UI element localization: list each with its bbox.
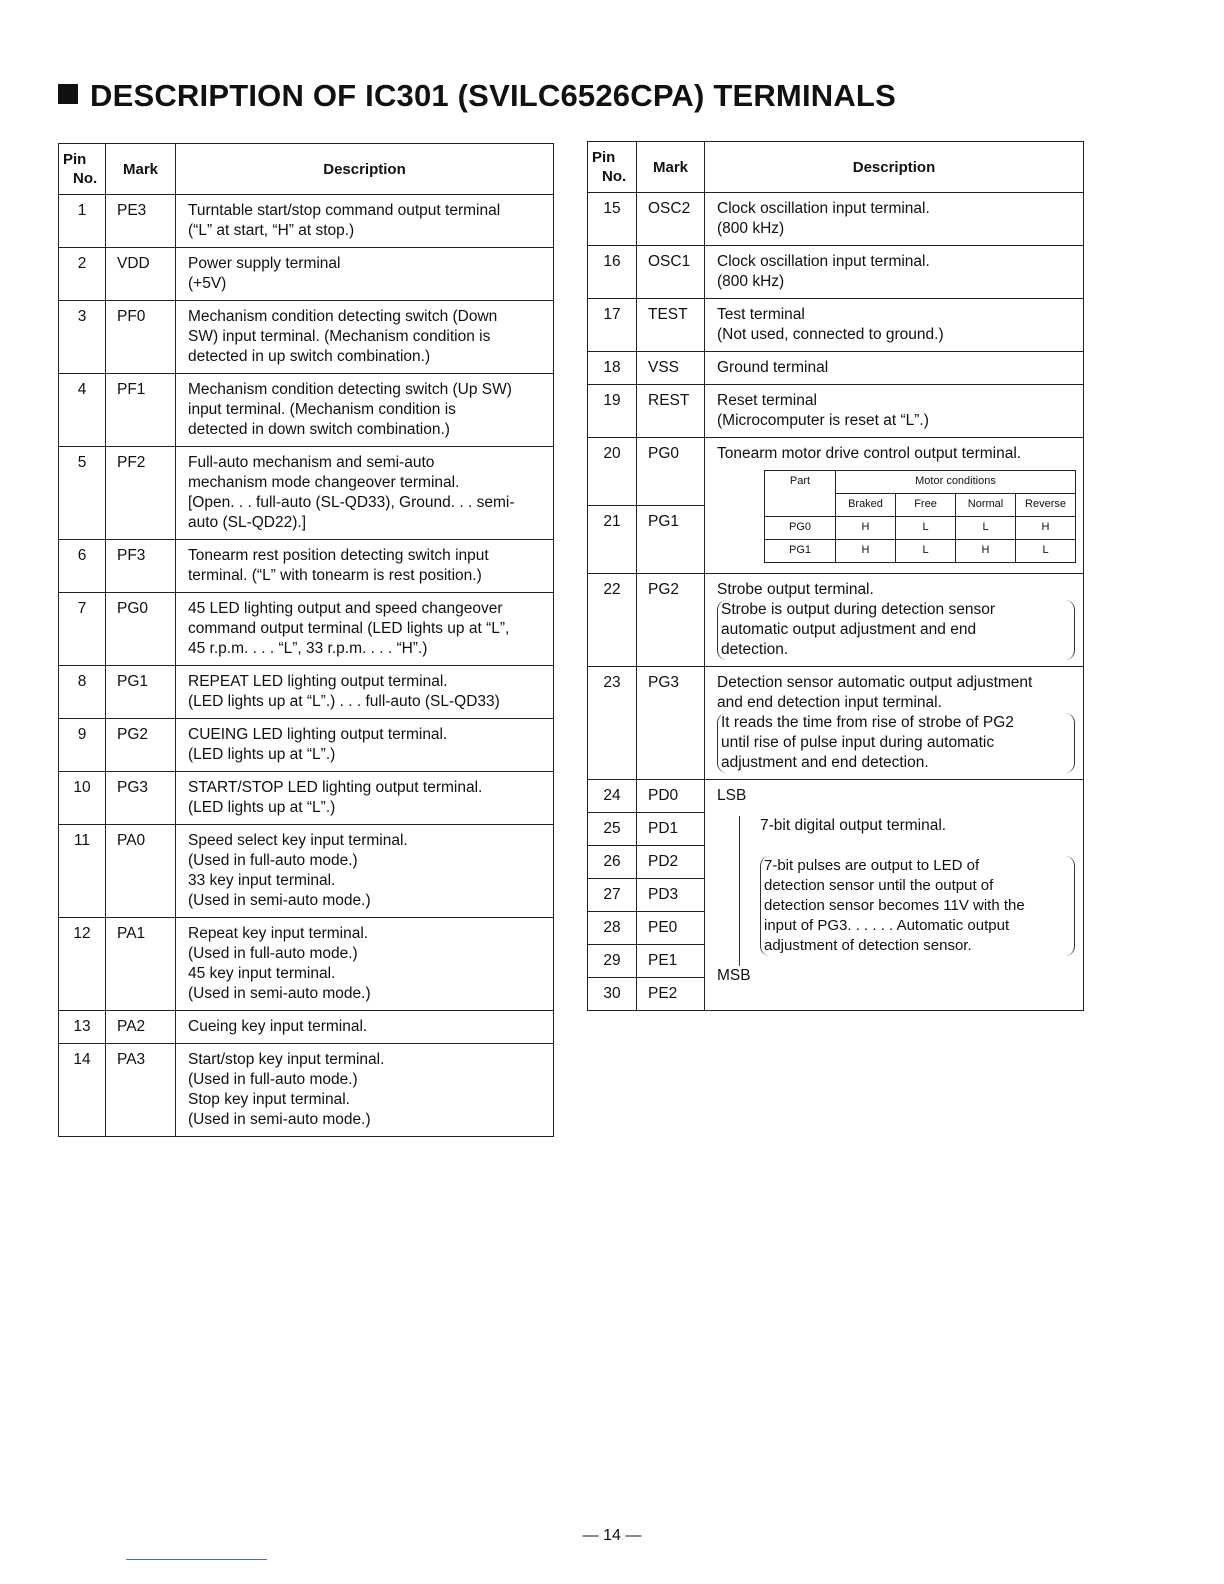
pin-description (176, 301, 554, 374)
description-line: (Microcomputer is reset at “L”.) (717, 412, 929, 429)
description-line: Ground terminal (717, 359, 829, 376)
table-row-pin-24 (588, 780, 1084, 813)
pin-description (176, 666, 554, 719)
table-row-pin-5 (59, 447, 554, 540)
pin-description: Strobe output terminal. Strobe is output during detection sensor automatic output adjustment and end detection. (705, 574, 1084, 667)
description-line: Speed select key input terminal. (188, 832, 408, 849)
mark-header: Mark (637, 142, 705, 193)
description-line: (Used in full-auto mode.) (188, 852, 358, 869)
pin-number: 4 (59, 374, 106, 447)
description-line: Stop key input terminal. (188, 1091, 350, 1108)
condition-header: Reverse (1016, 494, 1076, 517)
table-row-pin-3 (59, 301, 554, 374)
condition-header: Braked (836, 494, 896, 517)
description-line: Cueing key input terminal. (188, 1018, 368, 1035)
pin-mark: PD2 (637, 846, 705, 879)
description-line: Mechanism condition detecting switch (Down (188, 308, 498, 325)
table-row-pin-7 (59, 593, 554, 666)
table-row-pin-12 (59, 918, 554, 1011)
pin-mark: PE3 (106, 195, 176, 248)
pin-description (705, 246, 1084, 299)
pin-mark: PG2 (106, 719, 176, 772)
pin-mark: PA2 (106, 1011, 176, 1044)
table-row-pin-23 (588, 667, 1084, 780)
description-line: 45 key input terminal. (188, 965, 336, 982)
pin-mark: PE1 (637, 945, 705, 978)
description-line: 45 r.p.m. . . . “L”, 33 r.p.m. . . . “H”.) (188, 640, 428, 657)
description-line: (Used in full-auto mode.) (188, 1071, 358, 1088)
pin-mark: PA0 (106, 825, 176, 918)
condition-header: Normal (956, 494, 1016, 517)
square-bullet-icon (58, 84, 78, 104)
page-title-text: DESCRIPTION OF IC301 (SVILC6526CPA) TERMINALS (90, 78, 896, 113)
motor-value: H (1016, 517, 1076, 540)
pin-mark: PA3 (106, 1044, 176, 1137)
pd-main-text: 7-bit digital output terminal. (760, 817, 947, 834)
pin-mark: PF2 (106, 447, 176, 540)
pin-number: 26 (588, 846, 637, 879)
pin-number: 18 (588, 352, 637, 385)
pin-no-header: Pin No. (59, 144, 106, 195)
pin-description (705, 299, 1084, 352)
bracket-note: 7-bit pulses are output to LED of detection sensor until the output of detection sensor becomes 11V with the input of PG3. . . . . . Automatic output adjustment of detection sensor. (760, 856, 1075, 956)
table-row-pin-1 (59, 195, 554, 248)
pin-mark: REST (637, 385, 705, 438)
description-line: (800 kHz) (717, 220, 785, 237)
description-line: Turntable start/stop command output terminal (188, 202, 501, 219)
description-line: (Used in full-auto mode.) (188, 945, 358, 962)
description-line: (+5V) (188, 275, 227, 292)
pin-mark: PA1 (106, 918, 176, 1011)
pin-mark: PF3 (106, 540, 176, 593)
pin-description (176, 374, 554, 447)
table-row-pin-2 (59, 248, 554, 301)
pin-number: 10 (59, 772, 106, 825)
pin-number: 16 (588, 246, 637, 299)
pin-number: 20 (588, 438, 637, 506)
description-line: (Used in semi-auto mode.) (188, 1111, 371, 1128)
pin-description (705, 385, 1084, 438)
pin-number: 6 (59, 540, 106, 593)
description-line: (800 kHz) (717, 273, 785, 290)
pin-description (705, 352, 1084, 385)
pin-description (705, 193, 1084, 246)
pin-number: 7 (59, 593, 106, 666)
pin-mark: PE2 (637, 978, 705, 1011)
description-line: (LED lights up at “L”.) . . . full-auto (SL-QD33) (188, 693, 500, 710)
description-line: (Used in semi-auto mode.) (188, 892, 371, 909)
pin-number: 12 (59, 918, 106, 1011)
motor-value: L (896, 517, 956, 540)
pin-number: 15 (588, 193, 637, 246)
pin-mark: PE0 (637, 912, 705, 945)
description-line: (LED lights up at “L”.) (188, 799, 336, 816)
pin-number: 5 (59, 447, 106, 540)
description-line: command output terminal (LED lights up at “L”, (188, 620, 510, 637)
page-title (58, 78, 896, 114)
pin-number: 23 (588, 667, 637, 780)
description-line: detected in up switch combination.) (188, 348, 431, 365)
description-line: input terminal. (Mechanism condition is (188, 401, 456, 418)
description-line: Tonearm rest position detecting switch input (188, 547, 489, 564)
motor-part: PG0 (765, 517, 836, 540)
pin-mark: PG0 (637, 438, 705, 506)
description-line: [Open. . . full-auto (SL-QD33), Ground. . . semi- (188, 494, 515, 511)
pd-description (705, 780, 1084, 1011)
pin-mark: PG3 (106, 772, 176, 825)
description-line: detected in down switch combination.) (188, 421, 450, 438)
part-header: Part (765, 471, 836, 517)
pin-description (176, 447, 554, 540)
table-row-pin-22 (588, 574, 1084, 667)
pin-number: 27 (588, 879, 637, 912)
pin-description (176, 1044, 554, 1137)
table-row-pin-17 (588, 299, 1084, 352)
description-line: mechanism mode changeover terminal. (188, 474, 460, 491)
pin-mark: PG3 (637, 667, 705, 780)
pin-mark: PD3 (637, 879, 705, 912)
description-line: Reset terminal (717, 392, 817, 409)
motor-conditions-header: Motor conditions (836, 471, 1076, 494)
pin-mark: PG0 (106, 593, 176, 666)
table-row-pin-11 (59, 825, 554, 918)
bit-bracket (739, 816, 1077, 966)
pin-number: 28 (588, 912, 637, 945)
left-table-body (59, 195, 554, 1137)
pin-mark: PG1 (637, 506, 705, 574)
pin-number: 3 (59, 301, 106, 374)
table-row-pin-9 (59, 719, 554, 772)
pin-mark: OSC2 (637, 193, 705, 246)
table-row-pin-10 (59, 772, 554, 825)
description-line: START/STOP LED lighting output terminal. (188, 779, 483, 796)
table-row-pin-4 (59, 374, 554, 447)
description-line: (Not used, connected to ground.) (717, 326, 944, 343)
pin-description (176, 593, 554, 666)
table-row-pin-18 (588, 352, 1084, 385)
pin-number: 8 (59, 666, 106, 719)
pin-number: 21 (588, 506, 637, 574)
right-terminals-table (587, 141, 1084, 1011)
pin-number: 17 (588, 299, 637, 352)
pin-description (176, 248, 554, 301)
pin-mark: OSC1 (637, 246, 705, 299)
pin-number: 1 (59, 195, 106, 248)
pin-description (176, 540, 554, 593)
description-line: Repeat key input terminal. (188, 925, 369, 942)
footnote-rule (126, 1559, 267, 1560)
motor-desc-text: Tonearm motor drive control output terminal. (717, 445, 1022, 462)
description-line: auto (SL-QD22).] (188, 514, 307, 531)
bracket-note: It reads the time from rise of strobe of PG2 until rise of pulse input during automatic adjustment and end detection. (717, 713, 1075, 773)
description-header: Description (705, 142, 1084, 193)
description-line: (“L” at start, “H” at stop.) (188, 222, 355, 239)
table-row-pin-13 (59, 1011, 554, 1044)
pin-number: 13 (59, 1011, 106, 1044)
description-line: Power supply terminal (188, 255, 341, 272)
mark-header: Mark (106, 144, 176, 195)
description-line: Full-auto mechanism and semi-auto (188, 454, 435, 471)
pin-description (176, 772, 554, 825)
right-table-lower-body (588, 438, 1084, 1011)
pin-description (176, 918, 554, 1011)
motor-value: L (1016, 540, 1076, 563)
table-row-pin-14 (59, 1044, 554, 1137)
motor-row-pg0 (765, 517, 1076, 540)
pin-description (176, 195, 554, 248)
pin-no-header: Pin No. (588, 142, 637, 193)
table-row-pin-8 (59, 666, 554, 719)
motor-conditions-table (764, 470, 1076, 563)
pin-number: 2 (59, 248, 106, 301)
pin-mark: PD0 (637, 780, 705, 813)
lsb-label: LSB (717, 787, 747, 804)
description-line: Clock oscillation input terminal. (717, 200, 930, 217)
pin-mark: PG2 (637, 574, 705, 667)
table-row-pin-16 (588, 246, 1084, 299)
pin-number: 9 (59, 719, 106, 772)
description-line: (LED lights up at “L”.) (188, 746, 336, 763)
pin-mark: TEST (637, 299, 705, 352)
table-row-pin-20 (588, 438, 1084, 506)
description-line: Start/stop key input terminal. (188, 1051, 385, 1068)
description-line: REPEAT LED lighting output terminal. (188, 673, 448, 690)
description-line: (Used in semi-auto mode.) (188, 985, 371, 1002)
motor-part: PG1 (765, 540, 836, 563)
motor-value: L (956, 517, 1016, 540)
motor-value: L (896, 540, 956, 563)
description-line: 33 key input terminal. (188, 872, 336, 889)
pin-mark: VSS (637, 352, 705, 385)
description-line: Mechanism condition detecting switch (Up SW) (188, 381, 512, 398)
table-row-pin-19 (588, 385, 1084, 438)
pin-mark: PG1 (106, 666, 176, 719)
table-row-pin-6 (59, 540, 554, 593)
pin-description (176, 719, 554, 772)
motor-value: H (956, 540, 1016, 563)
description-line: Clock oscillation input terminal. (717, 253, 930, 270)
pin-number: 29 (588, 945, 637, 978)
pin-number: 30 (588, 978, 637, 1011)
description-line: CUEING LED lighting output terminal. (188, 726, 448, 743)
right-table-body (588, 193, 1084, 438)
description-header: Description (176, 144, 554, 195)
description-line: Test terminal (717, 306, 805, 323)
pin-description (176, 1011, 554, 1044)
motor-value: H (836, 517, 896, 540)
page-number: — 14 — (582, 1527, 642, 1544)
pin-description (176, 825, 554, 918)
motor-row-pg1 (765, 540, 1076, 563)
description-line: 45 LED lighting output and speed changeover (188, 600, 503, 617)
pin-mark: PF0 (106, 301, 176, 374)
pin-number: 24 (588, 780, 637, 813)
pin-description-motor (705, 438, 1084, 574)
pin-number: 11 (59, 825, 106, 918)
pin-description: Detection sensor automatic output adjustment and end detection input terminal. It reads the time from rise of strobe of PG2 until rise of pulse input during automatic adjustment and end detection. (705, 667, 1084, 780)
msb-label: MSB (717, 967, 751, 984)
pin-number: 22 (588, 574, 637, 667)
left-terminals-table (58, 143, 554, 1137)
description-line: terminal. (“L” with tonearm is rest position.) (188, 567, 482, 584)
right-table-header-row (588, 142, 1084, 193)
condition-header: Free (896, 494, 956, 517)
motor-value: H (836, 540, 896, 563)
pin-number: 25 (588, 813, 637, 846)
pin-mark: PD1 (637, 813, 705, 846)
left-table-header-row (59, 144, 554, 195)
bracket-note: Strobe is output during detection sensor automatic output adjustment and end detection. (717, 600, 1075, 660)
pin-mark: PF1 (106, 374, 176, 447)
pin-number: 19 (588, 385, 637, 438)
pin-number: 14 (59, 1044, 106, 1137)
table-row-pin-15 (588, 193, 1084, 246)
description-line: SW) input terminal. (Mechanism condition is (188, 328, 491, 345)
pin-mark: VDD (106, 248, 176, 301)
